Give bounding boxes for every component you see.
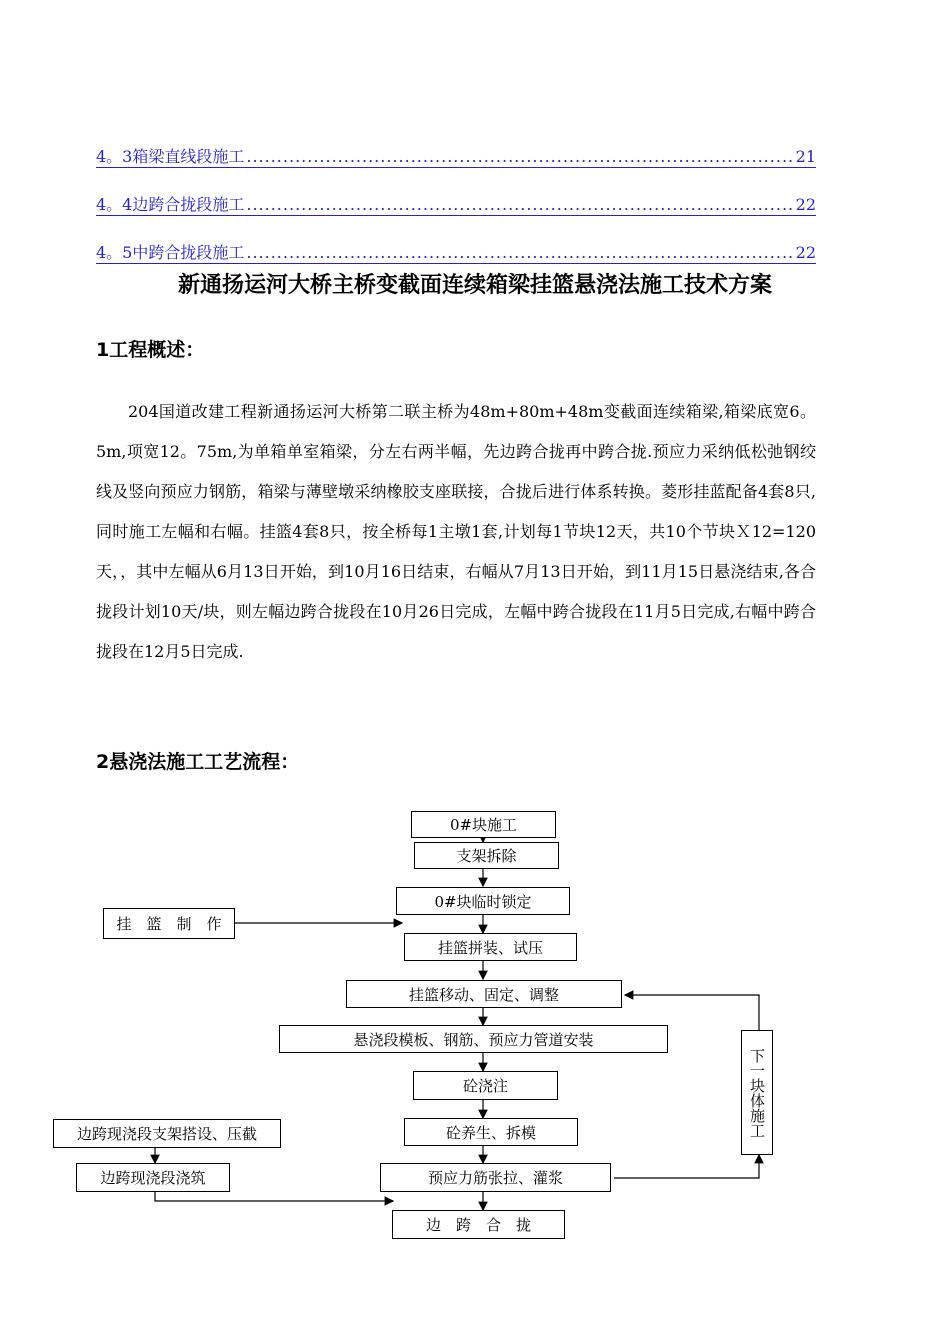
flow-step-side-pour: 边跨现浇段浇筑: [76, 1163, 230, 1192]
flow-step-support-removal: 支架拆除: [414, 842, 559, 869]
toc-item-page: 22: [795, 195, 816, 214]
section-1-body: 204国道改建工程新通扬运河大桥第二联主桥为48m+80m+48m变截面连续箱梁,箱梁底宽6。5m,项宽12。75m,为单箱单室箱梁，分左右两半幅，先边跨合拢再中跨合拢.预应力采纳低松弛钢绞线及竖向预应力钢筋，箱梁与薄壁墩采纳橡胶支座联接，合拢后进行体系转换。菱形挂蓝配备4套8只,同时施工左幅和右幅。挂篮4套8只，按全桥每1主墩1套,计划每1节块12天，共10个节块Ｘ12=120天，，其中左幅从6月13日开始，到10月16日结束，右幅从7月13日开始，到11月15日悬浇结束,各合拢段计划10天/块，则左幅边跨合拢段在10月26日完成，左幅中跨合拢段在11月5日完成,右幅中跨合拢段在12月5日完成.: [96, 402, 816, 661]
flow-step-basket-fabrication: 挂 篮 制 作: [103, 908, 235, 939]
flow-step-tensioning: 预应力筋张拉、灌浆: [380, 1163, 611, 1192]
toc-item-title: 4。5中跨合拢段施工: [96, 243, 245, 262]
flow-step-temporary-lock: 0#块临时锁定: [396, 887, 570, 915]
flow-step-side-support: 边跨现浇段支架搭设、压截: [53, 1119, 281, 1148]
flow-step-side-closure: 边 跨 合 拢: [392, 1210, 565, 1239]
flow-step-basket-assembly: 挂篮拼装、试压: [404, 933, 577, 961]
section-2-heading: 2悬浇法施工工艺流程：: [96, 751, 300, 773]
flow-step-formwork: 悬浇段模板、钢筋、预应力管道安装: [279, 1025, 668, 1053]
toc-item-title: 4。4边跨合拢段施工: [96, 195, 245, 214]
flow-step-curing: 砼养生、拆模: [404, 1118, 578, 1146]
section-1-heading: 1工程概述：: [96, 339, 205, 361]
flow-step-block0: 0#块施工: [411, 811, 556, 838]
flow-step-basket-move: 挂篮移动、固定、调整: [346, 980, 622, 1008]
flow-step-next-block: 下一块体施工: [741, 1030, 773, 1155]
flow-step-concrete-pour: 砼浇注: [413, 1071, 558, 1100]
toc-item-title: 4。3箱梁直线段施工: [96, 147, 245, 166]
toc-item-page: 22: [795, 243, 816, 262]
document-title: 新通扬运河大桥主桥变截面连续箱梁挂篮悬浇法施工技术方案: [177, 273, 772, 298]
toc-item-page: 21: [795, 147, 816, 166]
